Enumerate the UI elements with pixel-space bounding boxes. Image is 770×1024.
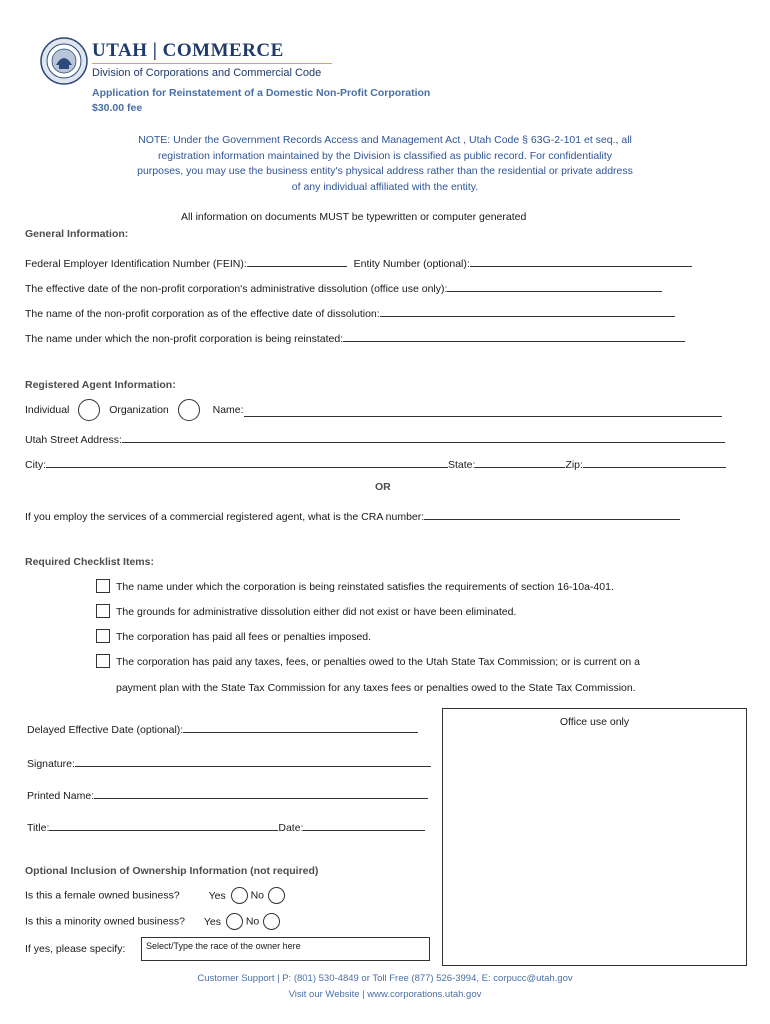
checklist-item-continued: payment plan with the State Tax Commission for any taxes fees or penalties owed to the State Tax Commission. [116, 682, 636, 694]
cra-field[interactable] [424, 507, 680, 520]
delayed-date-field[interactable] [183, 720, 418, 733]
female-owned-row [25, 887, 285, 904]
note-line: registration information maintained by the Division is classified as public record. For confidentiality [157, 149, 613, 162]
form-title: Application for Reinstatement of a Domestic Non-Profit Corporation [92, 87, 431, 99]
street-field[interactable] [122, 430, 725, 443]
cra-label: If you employ the services of a commercial registered agent, what is the CRA number: [25, 511, 425, 523]
name-reinstated-field[interactable] [343, 329, 685, 342]
checklist-checkbox[interactable] [96, 629, 110, 643]
date-field[interactable] [303, 818, 425, 831]
website-link[interactable]: Visit our Website | www.corporations.utah.gov [288, 989, 482, 1000]
effective-date-field[interactable] [447, 279, 662, 292]
zip-field[interactable] [583, 455, 726, 468]
fein-label: Federal Employer Identification Number (FEIN): [25, 258, 247, 270]
name-dissolution-row [25, 304, 675, 320]
female-no-radio[interactable] [268, 887, 285, 904]
checklist-item: The corporation has paid all fees or penalties imposed. [116, 631, 372, 643]
printed-name-label: Printed Name: [27, 790, 95, 802]
effective-date-row [25, 279, 662, 295]
fein-field[interactable] [247, 254, 347, 267]
state-label: State: [448, 459, 476, 471]
yes-label: Yes [208, 889, 226, 902]
checklist-heading: Required Checklist Items: [25, 556, 154, 568]
no-label: No [245, 915, 260, 928]
note-line: of any individual affiliated with the entity. [291, 180, 479, 193]
city-field[interactable] [46, 455, 448, 468]
checklist-item: The name under which the corporation is being reinstated satisfies the requirements of section 16-10a-401. [116, 581, 614, 593]
customer-support: Customer Support | P: (801) 530-4849 or Toll Free (877) 526-3994, E: corpucc@utah.gov [197, 973, 573, 984]
agent-type-row [25, 399, 722, 421]
fein-row [25, 254, 692, 270]
org-title: UTAH | COMMERCE [92, 40, 284, 61]
date-label: Date: [278, 822, 304, 834]
checklist-checkbox[interactable] [96, 654, 110, 668]
individual-radio[interactable] [78, 399, 100, 421]
organization-label: Organization [109, 404, 169, 416]
ownership-heading: Optional Inclusion of Ownership Information (not required) [25, 865, 319, 877]
header-rule [92, 63, 332, 64]
form-fee: $30.00 fee [92, 102, 143, 114]
division-name: Division of Corporations and Commercial Code [92, 67, 322, 79]
name-dissolution-field[interactable] [380, 304, 675, 317]
minority-owned-row [25, 913, 280, 930]
office-use-box [442, 708, 747, 966]
signature-row [27, 754, 431, 770]
name-reinstated-label: The name under which the non-profit corporation is being reinstated: [25, 333, 344, 345]
title-label: Title: [27, 822, 50, 834]
state-seal-logo [40, 37, 88, 85]
no-label: No [250, 889, 265, 902]
signature-label: Signature: [27, 758, 75, 770]
note-line: purposes, you may use the business entity's physical address rather than the residential or private address [137, 165, 633, 177]
printed-name-row [27, 786, 428, 802]
female-yes-radio[interactable] [231, 887, 248, 904]
delayed-date-label: Delayed Effective Date (optional): [27, 724, 184, 736]
street-label: Utah Street Address: [25, 434, 122, 446]
checklist-checkbox[interactable] [96, 604, 110, 618]
name-dissolution-label: The name of the non-profit corporation as of the effective date of dissolution: [25, 308, 380, 320]
effective-date-label: The effective date of the non-profit corporation's administrative dissolution (office use only): [25, 283, 448, 295]
zip-label: Zip: [565, 459, 583, 471]
agent-name-label: Name: [212, 404, 244, 416]
checklist-checkbox[interactable] [96, 579, 110, 593]
entity-number-label: Entity Number (optional): [353, 258, 470, 270]
organization-radio[interactable] [178, 399, 200, 421]
checklist-item: The grounds for administrative dissolution either did not exist or have been eliminated. [116, 606, 517, 618]
delayed-date-row [27, 720, 418, 736]
race-input[interactable]: Select/Type the race of the owner here [141, 937, 430, 961]
general-info-heading: General Information: [25, 228, 129, 240]
female-owned-label: Is this a female owned business? [25, 889, 180, 902]
city-label: City: [25, 459, 46, 471]
cra-row [25, 507, 680, 523]
title-field[interactable] [49, 818, 278, 831]
minority-yes-radio[interactable] [226, 913, 243, 930]
signature-field[interactable] [75, 754, 431, 767]
checklist-item: The corporation has paid any taxes, fees, or penalties owed to the Utah State Tax Commission; or is current on a [116, 656, 640, 668]
note-line: NOTE: Under the Government Records Access and Management Act , Utah Code § 63G-2-101 et seq., all [138, 134, 632, 146]
typewritten-notice: All information on documents MUST be typewritten or computer generated [181, 211, 527, 223]
title-date-row [27, 818, 425, 834]
individual-label: Individual [25, 404, 70, 416]
public-record-note [60, 133, 710, 195]
yes-label: Yes [203, 915, 221, 928]
minority-owned-label: Is this a minority owned business? [25, 915, 185, 928]
printed-name-field[interactable] [94, 786, 428, 799]
agent-name-field[interactable] [244, 404, 722, 417]
entity-number-field[interactable] [470, 254, 692, 267]
agent-info-heading: Registered Agent Information: [25, 379, 176, 391]
minority-no-radio[interactable] [263, 913, 280, 930]
or-label: OR [375, 481, 391, 493]
street-row [25, 430, 725, 446]
city-row [25, 455, 726, 471]
state-field[interactable] [475, 455, 565, 468]
office-use-label: Office use only [559, 716, 630, 728]
name-reinstated-row [25, 329, 685, 345]
specify-label: If yes, please specify: [25, 943, 126, 955]
